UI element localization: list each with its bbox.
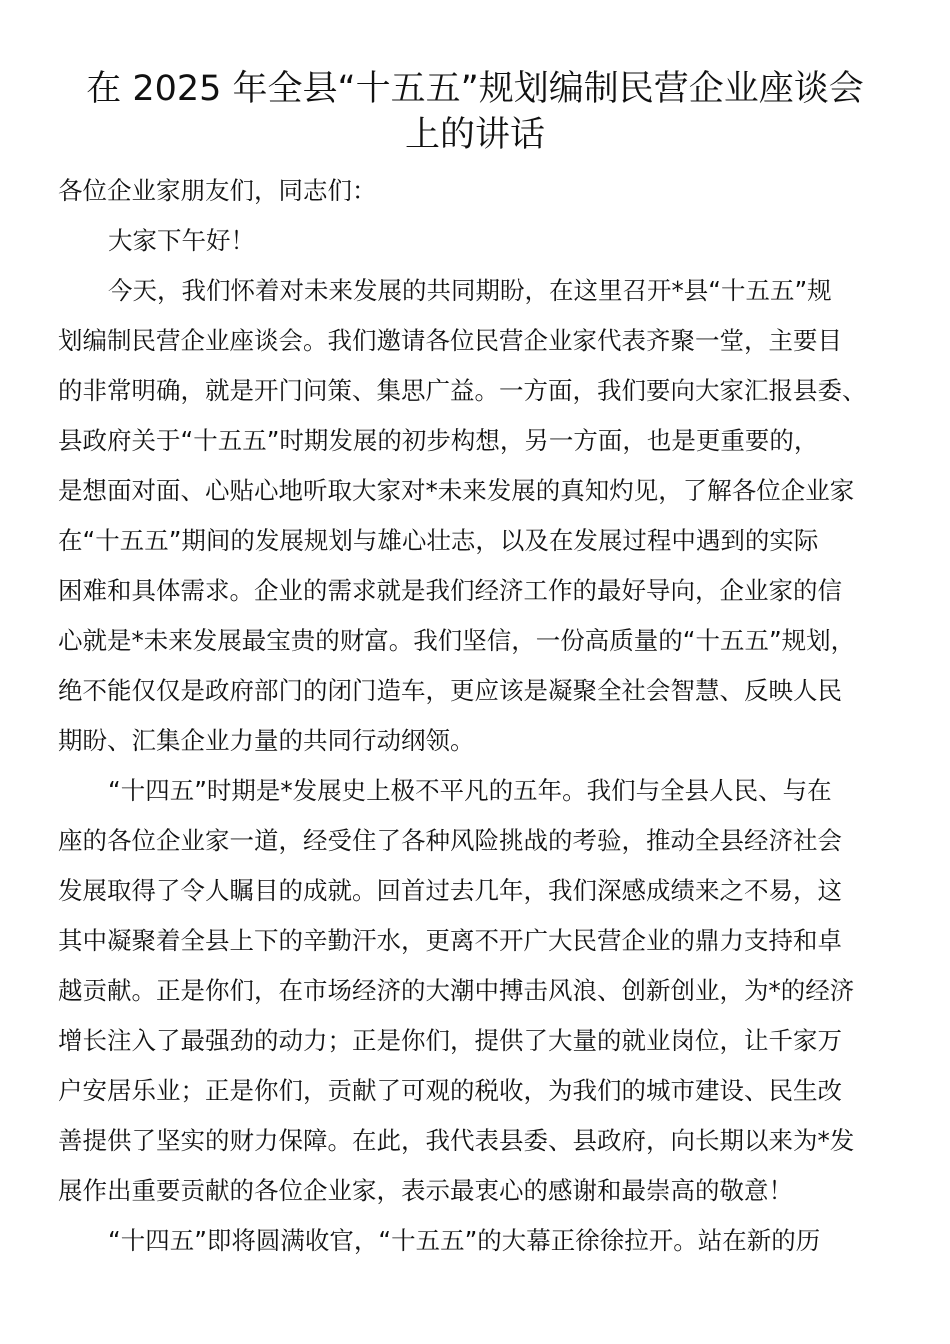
paragraph-line: 划编制民营企业座谈会。我们邀请各位民营企业家代表齐聚一堂，主要目 — [58, 326, 842, 355]
paragraph-line: 展作出重要贡献的各位企业家，表示最衷心的感谢和最崇高的敬意！ — [58, 1176, 793, 1205]
title-line-1: 在 2025 年全县“十五五”规划编制民营企业座谈会 — [86, 69, 864, 109]
paragraph-line: 的非常明确，就是开门问策、集思广益。一方面，我们要向大家汇报县委、 — [58, 376, 867, 405]
paragraph-1 — [58, 266, 918, 766]
paragraph-line: 今天，我们怀着对未来发展的共同期盼，在这里召开*县“十五五”规 — [108, 276, 832, 305]
paragraph-line: “十四五”即将圆满收官，“十五五”的大幕正徐徐拉开。站在新的历 — [108, 1226, 821, 1255]
paragraph-line: 在“十五五”期间的发展规划与雄心壮志，以及在发展过程中遇到的实际 — [58, 526, 819, 555]
paragraph-line: 期盼、汇集企业力量的共同行动纲领。 — [58, 726, 475, 755]
paragraph-line: 是想面对面、心贴心地听取大家对*未来发展的真知灼见，了解各位企业家 — [58, 476, 855, 505]
paragraph-line: 绝不能仅仅是政府部门的闭门造车，更应该是凝聚全社会智慧、反映人民 — [58, 676, 842, 705]
greeting: 大家下午好！ — [108, 226, 255, 255]
paragraph-line: 座的各位企业家一道，经受住了各种风险挑战的考验，推动全县经济社会 — [58, 826, 842, 855]
paragraph-line: 善提供了坚实的财力保障。在此，我代表县委、县政府，向长期以来为*发 — [58, 1126, 855, 1155]
paragraph-line: 县政府关于“十五五”时期发展的初步构想，另一方面，也是更重要的， — [58, 426, 819, 455]
paragraph-line: 其中凝聚着全县上下的辛勤汗水，更离不开广大民营企业的鼎力支持和卓 — [58, 926, 842, 955]
paragraph-line: “十四五”时期是*发展史上极不平凡的五年。我们与全县人民、与在 — [108, 776, 832, 805]
salutation: 各位企业家朋友们，同志们： — [58, 176, 377, 205]
paragraph-3 — [58, 1216, 918, 1266]
paragraph-2 — [58, 766, 918, 1216]
document-title — [40, 66, 910, 158]
paragraph-line: 户安居乐业；正是你们，贡献了可观的税收，为我们的城市建设、民生改 — [58, 1076, 842, 1105]
paragraph-line: 发展取得了令人瞩目的成就。回首过去几年，我们深感成绩来之不易，这 — [58, 876, 842, 905]
document-body — [58, 166, 918, 1266]
paragraph-line: 心就是*未来发展最宝贵的财富。我们坚信，一份高质量的“十五五”规划， — [58, 626, 856, 655]
paragraph-line: 增长注入了最强劲的动力；正是你们，提供了大量的就业岗位，让千家万 — [58, 1026, 842, 1055]
title-line-2: 上的讲话 — [404, 115, 545, 155]
paragraph-line: 越贡献。正是你们，在市场经济的大潮中搏击风浪、创新创业，为*的经济 — [58, 976, 855, 1005]
paragraph-line: 困难和具体需求。企业的需求就是我们经济工作的最好导向，企业家的信 — [58, 576, 842, 605]
